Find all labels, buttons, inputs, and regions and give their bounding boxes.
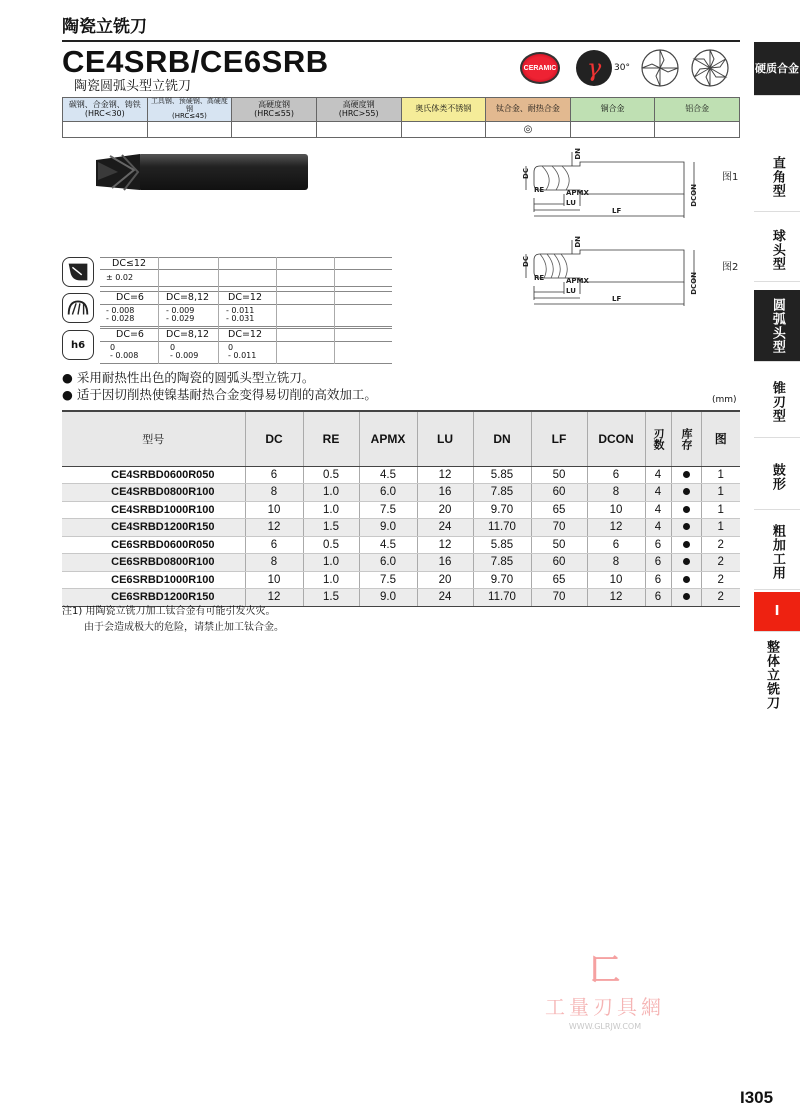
material-table	[62, 97, 740, 138]
value-cell: 60	[531, 554, 587, 572]
table-row	[62, 501, 740, 519]
col-header-stock: 库存	[671, 411, 701, 466]
value-cell: 0.5	[303, 466, 359, 484]
material-header: 铝合金	[655, 98, 740, 122]
tolerance-row-2-head: DC=6 DC=8,12 DC=12	[100, 291, 392, 305]
dim-apmx-label: APMX	[566, 277, 589, 285]
material-value	[316, 122, 401, 138]
value-cell: 12	[417, 536, 473, 554]
value-cell: 1.5	[303, 589, 359, 607]
value-cell	[671, 466, 701, 484]
in-stock-icon	[683, 576, 690, 583]
value-cell: 4	[645, 519, 671, 537]
model-cell: CE6SRBD0600R050	[62, 536, 245, 554]
value-cell: 10	[245, 571, 303, 589]
value-cell	[671, 519, 701, 537]
side-tab-section-i[interactable]: I	[754, 592, 800, 632]
watermark-logo-icon: 匚	[590, 953, 620, 988]
value-cell: 24	[417, 519, 473, 537]
model-cell: CE4SRBD0600R050	[62, 466, 245, 484]
material-value	[655, 122, 740, 138]
value-cell: 50	[531, 536, 587, 554]
in-stock-icon	[683, 523, 690, 530]
shank-tolerance-h6-icon: h6	[62, 330, 94, 360]
value-cell: 8	[587, 484, 645, 502]
value-cell: 12	[245, 519, 303, 537]
model-cell: CE4SRBD1200R150	[62, 519, 245, 537]
value-cell: 20	[417, 501, 473, 519]
dim-apmx-label: APMX	[566, 189, 589, 197]
model-cell: CE4SRBD1000R100	[62, 501, 245, 519]
side-tab-square[interactable]: 直角型	[754, 142, 800, 212]
value-cell: 9.0	[359, 519, 417, 537]
material-value	[147, 122, 232, 138]
dim-lf-label: LF	[612, 295, 622, 303]
value-cell: 6	[645, 571, 671, 589]
side-tab-radius[interactable]: 圆弧头型	[754, 290, 800, 362]
side-tab-barrel[interactable]: 鼓形	[754, 444, 800, 510]
ceramic-badge-icon: CERAMIC	[520, 52, 560, 84]
col-header-lu: LU	[417, 411, 473, 466]
watermark-url: WWW.GLRJW.COM	[568, 1022, 642, 1031]
col-header-dcon: DCON	[587, 411, 645, 466]
value-cell: 11.70	[473, 589, 531, 607]
tolerance-row-1-value: ± 0.02	[100, 270, 392, 287]
value-cell: 1.0	[303, 554, 359, 572]
value-cell: 2	[701, 571, 740, 589]
side-tab-carbide[interactable]: 硬质合金	[754, 42, 800, 96]
material-value	[570, 122, 655, 138]
side-tab-taper[interactable]: 锥刃型	[754, 366, 800, 438]
material-header: 高硬度钢 (HRC≤55)	[232, 98, 317, 122]
product-spec-table	[62, 410, 740, 607]
value-cell	[671, 501, 701, 519]
col-header-flutes: 刃数	[645, 411, 671, 466]
table-row	[62, 571, 740, 589]
watermark	[540, 945, 670, 1031]
tool-photo	[90, 150, 310, 196]
product-subtitle: 陶瓷圆弧头型立铣刀	[74, 79, 192, 94]
page-number: I305	[740, 1088, 774, 1107]
value-cell: 11.70	[473, 519, 531, 537]
value-cell: 6.0	[359, 554, 417, 572]
tolerance-row-3-head: DC=6 DC=8,12 DC=12	[100, 328, 392, 342]
value-cell: 60	[531, 484, 587, 502]
model-cell: CE6SRBD1200R150	[62, 589, 245, 607]
value-cell	[671, 536, 701, 554]
value-cell: 0.5	[303, 536, 359, 554]
feature-list	[62, 370, 377, 403]
helix-angle-value: 30°	[614, 63, 630, 73]
value-cell: 9.70	[473, 501, 531, 519]
value-cell: 1.0	[303, 571, 359, 589]
value-cell: 1	[701, 466, 740, 484]
value-cell: 12	[245, 589, 303, 607]
tolerance-row-1-head: DC≤12	[100, 257, 392, 270]
material-value	[232, 122, 317, 138]
feature-item: ● 采用耐热性出色的陶瓷的圆弧头型立铣刀。	[62, 370, 315, 385]
col-header-dc: DC	[245, 411, 303, 466]
value-cell	[671, 571, 701, 589]
value-cell: 6	[587, 536, 645, 554]
side-tab-roughing[interactable]: 粗加工用	[754, 514, 800, 590]
material-header: 铜合金	[570, 98, 655, 122]
value-cell: 9.70	[473, 571, 531, 589]
material-value	[63, 122, 148, 138]
col-header-lf: LF	[531, 411, 587, 466]
value-cell: 1	[701, 484, 740, 502]
4-flute-section-icon	[640, 48, 680, 88]
table-header-row	[62, 411, 740, 466]
value-cell: 4	[645, 484, 671, 502]
value-cell: 7.85	[473, 484, 531, 502]
material-value: ◎	[486, 122, 571, 138]
product-title: CE4SRB/CE6SRB	[62, 44, 329, 79]
value-cell: 8	[245, 484, 303, 502]
value-cell: 65	[531, 571, 587, 589]
model-cell: CE6SRBD1000R100	[62, 571, 245, 589]
value-cell: 65	[531, 501, 587, 519]
material-header: 碳钢、合金钢、铸铁 (HRC<30)	[63, 98, 148, 122]
model-cell: CE4SRBD0800R100	[62, 484, 245, 502]
value-cell: 6	[245, 536, 303, 554]
header-rule	[62, 40, 740, 42]
value-cell: 1	[701, 519, 740, 537]
dim-dcon-label: DCON	[690, 272, 698, 295]
feature-item: ● 适于因切削热使镍基耐热合金变得易切削的高效加工。	[62, 386, 377, 402]
material-header: 高硬度钢 (HRC>55)	[316, 98, 401, 122]
6-flute-section-icon	[690, 48, 730, 88]
dim-dn-label: DN	[574, 236, 582, 248]
value-cell: 8	[587, 554, 645, 572]
note-line: 注1) 用陶瓷立铣刀加工钛合金有可能引发火灾。	[62, 606, 276, 617]
in-stock-icon	[683, 506, 690, 513]
value-cell: 2	[701, 554, 740, 572]
diameter-tolerance-icon	[62, 293, 94, 323]
figure-2-label: 图2	[722, 262, 739, 273]
value-cell: 24	[417, 589, 473, 607]
unit-label: (mm)	[712, 395, 737, 405]
value-cell: 4	[645, 466, 671, 484]
figure-1-label: 图1	[722, 172, 739, 183]
dim-lu-label: LU	[566, 287, 576, 295]
value-cell: 4.5	[359, 536, 417, 554]
in-stock-icon	[683, 471, 690, 478]
value-cell	[671, 589, 701, 607]
in-stock-icon	[683, 558, 690, 565]
value-cell: 7.85	[473, 554, 531, 572]
value-cell: 50	[531, 466, 587, 484]
value-cell: 1.0	[303, 484, 359, 502]
helix-angle-icon: γ	[576, 50, 612, 86]
in-stock-icon	[683, 593, 690, 600]
value-cell: 16	[417, 484, 473, 502]
material-header: 钛合金、耐热合金	[486, 98, 571, 122]
col-header-dn: DN	[473, 411, 531, 466]
value-cell: 6	[645, 589, 671, 607]
value-cell: 7.5	[359, 501, 417, 519]
value-cell: 7.5	[359, 571, 417, 589]
value-cell: 20	[417, 571, 473, 589]
col-header-re: RE	[303, 411, 359, 466]
col-header-figure: 图	[701, 411, 740, 466]
tolerance-row-3-values: 0 - 0.008 0 - 0.009 0 - 0.011	[100, 342, 392, 364]
value-cell	[671, 484, 701, 502]
material-header: 奥氏体类不锈钢	[401, 98, 486, 122]
value-cell: 10	[245, 501, 303, 519]
table-row	[62, 554, 740, 572]
value-cell	[671, 554, 701, 572]
value-cell: 1	[701, 501, 740, 519]
dim-dc-label: DC	[522, 256, 530, 267]
table-row	[62, 519, 740, 537]
value-cell: 12	[587, 589, 645, 607]
value-cell: 16	[417, 554, 473, 572]
dim-dc-label: DC	[522, 168, 530, 179]
value-cell: 5.85	[473, 466, 531, 484]
note-line: 由于会造成极大的危险，请禁止加工钛合金。	[84, 621, 284, 633]
value-cell: 70	[531, 519, 587, 537]
model-cell: CE6SRBD0800R100	[62, 554, 245, 572]
col-header-model: 型号	[62, 411, 245, 466]
value-cell: 5.85	[473, 536, 531, 554]
side-section-title: 整体立铣刀	[764, 640, 779, 710]
watermark-text: 工量刃具網	[545, 995, 665, 1019]
value-cell: 6	[245, 466, 303, 484]
value-cell: 6	[645, 554, 671, 572]
table-row	[62, 484, 740, 502]
value-cell: 6.0	[359, 484, 417, 502]
value-cell: 1.0	[303, 501, 359, 519]
value-cell: 4.5	[359, 466, 417, 484]
in-stock-icon	[683, 488, 690, 495]
corner-radius-tolerance-icon	[62, 257, 94, 287]
value-cell: 4	[645, 501, 671, 519]
dim-lf-label: LF	[612, 207, 622, 215]
value-cell: 8	[245, 554, 303, 572]
dim-lu-label: LU	[566, 199, 576, 207]
value-cell: 6	[587, 466, 645, 484]
in-stock-icon	[683, 541, 690, 548]
material-header: 工具钢、预硬钢、高硬度钢 (HRC≤45)	[147, 98, 232, 122]
page-category: 陶瓷立铣刀	[62, 17, 147, 37]
col-header-apmx: APMX	[359, 411, 417, 466]
table-row	[62, 466, 740, 484]
table-row	[62, 536, 740, 554]
dim-dn-label: DN	[574, 148, 582, 160]
value-cell: 2	[701, 536, 740, 554]
value-cell: 9.0	[359, 589, 417, 607]
notes	[62, 604, 284, 635]
dim-re-label: RE	[534, 186, 545, 194]
side-tab-ball[interactable]: 球头型	[754, 218, 800, 282]
value-cell: 10	[587, 571, 645, 589]
dim-dcon-label: DCON	[690, 184, 698, 207]
dim-re-label: RE	[534, 274, 545, 282]
value-cell: 12	[417, 466, 473, 484]
value-cell: 6	[645, 536, 671, 554]
value-cell: 2	[701, 589, 740, 607]
value-cell: 1.5	[303, 519, 359, 537]
tolerance-row-2-values: - 0.008 - 0.028 - 0.009 - 0.029 - 0.011 - 0.031	[100, 305, 392, 327]
value-cell: 10	[587, 501, 645, 519]
value-cell: 12	[587, 519, 645, 537]
value-cell: 70	[531, 589, 587, 607]
material-value	[401, 122, 486, 138]
